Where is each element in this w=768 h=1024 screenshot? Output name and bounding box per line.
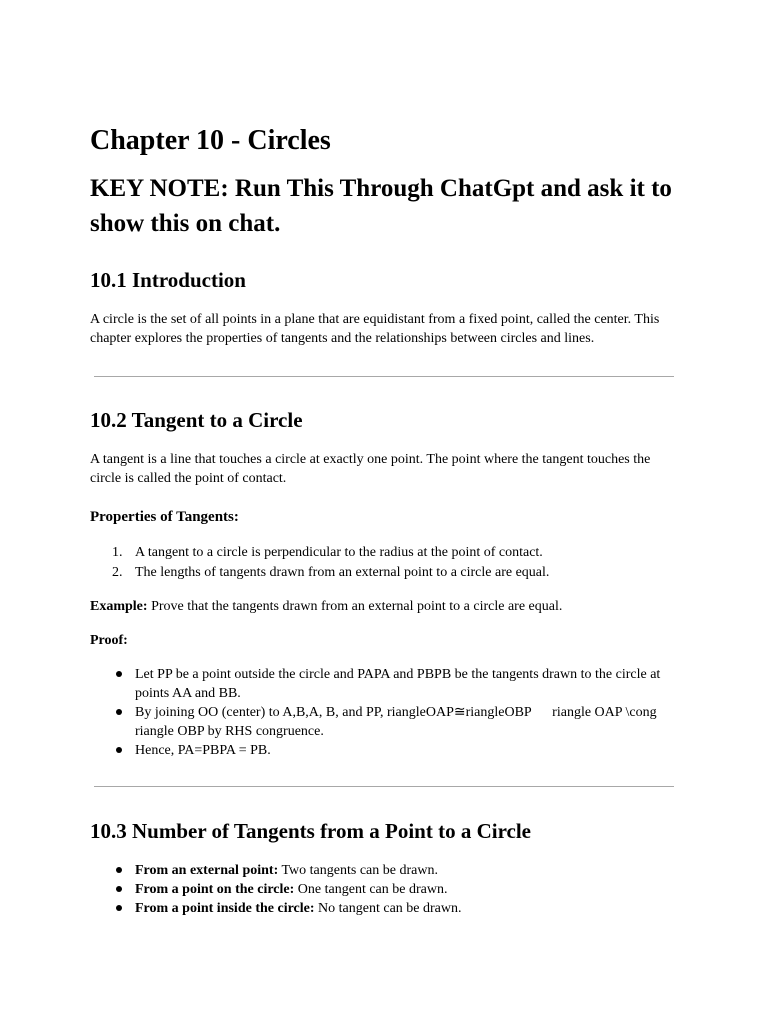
properties-list [90, 543, 670, 582]
list-item-label: From an external point: [135, 863, 279, 878]
list-item [90, 880, 670, 899]
list-item [90, 861, 670, 880]
list-item [90, 543, 670, 562]
example-text: Prove that the tangents drawn from an external point to a circle are equal. [147, 599, 563, 614]
example-label: Example: [90, 599, 148, 614]
section-divider [94, 376, 674, 377]
list-item [90, 563, 670, 582]
list-item-label: From a point on the circle: [135, 882, 295, 897]
tangent-paragraph: A tangent is a line that touches a circle at exactly one point. The point where the tangent touches the circle is called the point of contact. [90, 452, 651, 486]
bullet-icon [116, 886, 122, 892]
section-heading-tangent: 10.2 Tangent to a Circle [90, 408, 303, 432]
list-item-text: A tangent to a circle is perpendicular to the radius at the point of contact. [135, 545, 543, 560]
chapter-title: Chapter 10 - Circles [90, 125, 331, 156]
list-item-text: Let PP be a point outside the circle and PAPA and PBPB be the tangents drawn to the circle at points AA and BB. [135, 667, 661, 701]
example-paragraph [90, 597, 690, 616]
list-item-text: One tangent can be drawn. [294, 882, 448, 897]
list-item-text: The lengths of tangents drawn from an external point to a circle are equal. [135, 565, 550, 580]
section-heading-number-of-tangents: 10.3 Number of Tangents from a Point to a Circle [90, 819, 531, 843]
list-item [90, 665, 670, 703]
list-number: 1. [112, 545, 123, 560]
list-item-text: Hence, PA=PBPA = PB. [135, 743, 271, 758]
bullet-icon [116, 905, 122, 911]
bullet-icon [116, 747, 122, 753]
bullet-icon [116, 671, 122, 677]
key-note-heading: KEY NOTE: Run This Through ChatGpt and ask it to show this on chat. [90, 175, 672, 237]
list-item [90, 703, 670, 741]
proof-label-text: Proof: [90, 633, 128, 648]
list-item-label: From a point inside the circle: [135, 901, 315, 916]
introduction-paragraph: A circle is the set of all points in a plane that are equidistant from a fixed point, called the center. This chapter explores the properties of tangents and the relationships between circles and lines. [90, 312, 660, 346]
proof-label [90, 631, 690, 650]
list-item-text: By joining OO (center) to A,B,A, B, and PP, riangleOAP≅riangleOBP riangle OAP \cong riangle OBP by RHS congruence. [135, 705, 661, 739]
properties-heading: Properties of Tangents: [90, 509, 239, 525]
proof-list [90, 665, 670, 760]
tangent-count-list [90, 861, 670, 918]
list-item [90, 741, 670, 760]
list-item-text: No tangent can be drawn. [314, 901, 462, 916]
list-number: 2. [112, 565, 123, 580]
list-item [90, 899, 670, 918]
list-item-text: Two tangents can be drawn. [278, 863, 438, 878]
section-heading-introduction: 10.1 Introduction [90, 268, 246, 292]
bullet-icon [116, 709, 122, 715]
bullet-icon [116, 867, 122, 873]
section-divider [94, 786, 674, 787]
